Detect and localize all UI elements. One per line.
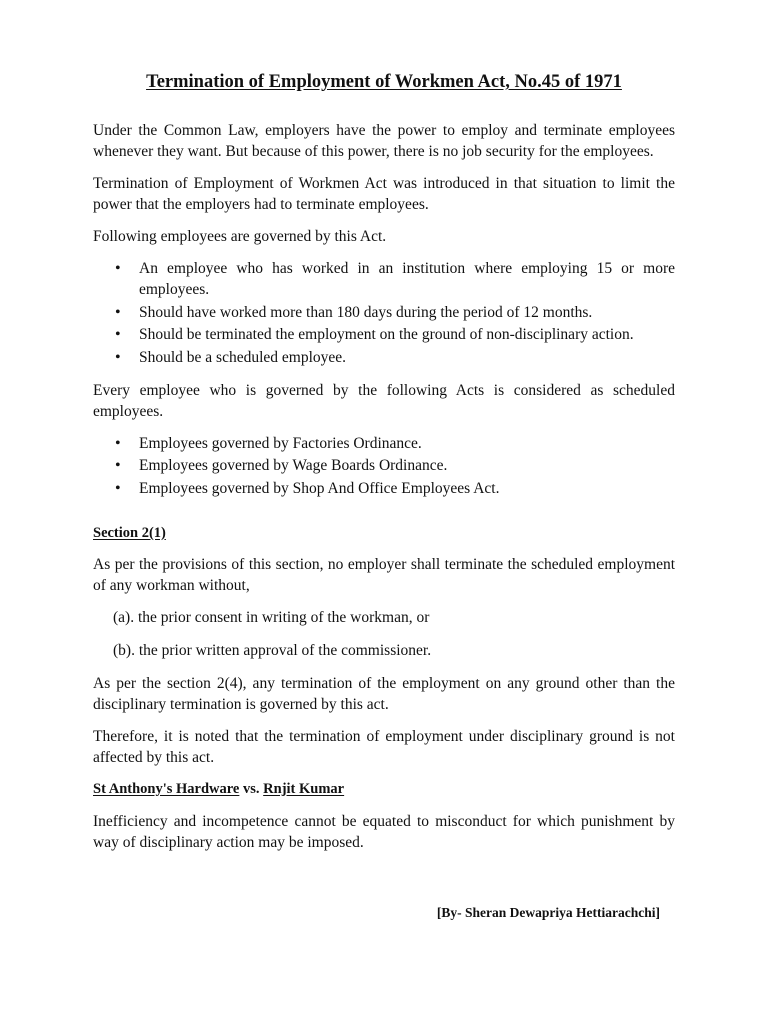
case-heading xyxy=(93,779,675,800)
section-paragraph-2: Therefore, it is noted that the termination of employment under disciplinary ground is not affected by this act. xyxy=(93,727,675,766)
intro-paragraph-1: Under the Common Law, employers have the power to employ and terminate employees whenever they want. But because of this power, there is no job security for the employees. xyxy=(93,122,675,160)
list-item: • Employees governed by Factories Ordinance. xyxy=(139,433,675,454)
case-holding-paragraph: Inefficiency and incompetence cannot be equated to misconduct for which punishment by way of disciplinary action may be imposed. xyxy=(93,812,675,851)
list-item: • Should be terminated the employment on the ground of non-disciplinary action. xyxy=(139,324,675,345)
section-item-b: (b). the prior written approval of the commissioner. xyxy=(113,641,432,659)
list-item: • Employees governed by Wage Boards Ordinance. xyxy=(139,455,675,476)
list-item: • Should be a scheduled employee. xyxy=(139,347,675,368)
author-byline: [By- Sheran Dewapriya Hettiarachchi] xyxy=(436,905,660,920)
scheduled-acts-list xyxy=(93,433,675,499)
section-item-a: (a). the prior consent in writing of the workman, or xyxy=(113,608,430,626)
case-party-b: Rnjit Kumar xyxy=(263,780,345,797)
section-heading: Section 2(1) xyxy=(93,524,166,541)
list-item: • An employee who has worked in an institution where employing 15 or more employees. xyxy=(139,258,675,300)
section-paragraph-1: As per the section 2(4), any termination of the employment on any ground other than the disciplinary termination is governed by this act. xyxy=(93,674,675,713)
section-intro-paragraph: As per the provisions of this section, no employer shall terminate the scheduled employment of any workman without, xyxy=(93,555,675,594)
criteria-list xyxy=(93,258,675,368)
list-item: • Employees governed by Shop And Office Employees Act. xyxy=(139,478,675,499)
scheduled-intro-paragraph: Every employee who is governed by the following Acts is considered as scheduled employees. xyxy=(93,381,675,420)
intro-paragraph-3: Following employees are governed by this Act. xyxy=(93,228,387,245)
document-title: Termination of Employment of Workmen Act, No.45 of 1971 xyxy=(146,72,622,92)
intro-paragraph-2: Termination of Employment of Workmen Act was introduced in that situation to limit the power that the employers had to terminate employees. xyxy=(93,175,675,213)
case-vs: vs. xyxy=(239,780,264,797)
case-party-a: St Anthony's Hardware xyxy=(93,780,240,797)
list-item: • Should have worked more than 180 days during the period of 12 months. xyxy=(139,302,675,323)
